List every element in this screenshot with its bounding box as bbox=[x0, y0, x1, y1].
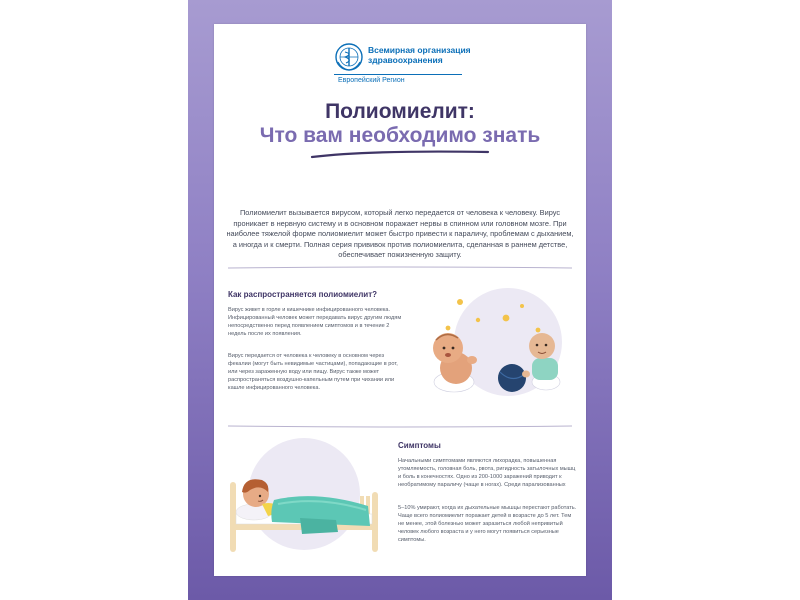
sick-child-in-bed-illustration bbox=[220, 434, 400, 564]
babies-playing-illustration bbox=[418, 286, 568, 398]
who-logo bbox=[334, 42, 474, 90]
symptoms-paragraph-1: Начальными симптомами являются лихорадка, повышенная утомляемость, головная боль, рвота, ригидность затылочных мышц и боль в конечностях. Одно из 200-1000 заражений приводит к необратимому параличу (чаще в ногах). Среди парализованных bbox=[398, 458, 576, 489]
region-label: Европейский Регион bbox=[338, 77, 405, 84]
intro-paragraph: Полиомиелит вызывается вирусом, который легко передается от человека к человеку. Вирус проникает в нервную систему и в основном поражает нервы в спинном или головном мозге. При наиболее тяжелой форме полиомиелит может быстро привести к параличу, проблемам с дыханием, а иногда и к смерти. Полная серия прививок против полиомиелита, сделанная в раннем детстве, обеспечивает пожизненную защиту. bbox=[226, 208, 574, 260]
page-title: Полиомиелит: bbox=[325, 100, 475, 123]
who-emblem-icon bbox=[334, 42, 364, 72]
spread-paragraph-2: Вирус передается от человека к человеку в основном через фекалии (могут быть невидимые частицами), попадающие в рот, или через зараженную воду или пищу. Вирус также может распространяться воздушно-капельным путем при чихании или кашле инфицированного человека. bbox=[228, 353, 398, 392]
symptoms-heading: Симптомы bbox=[398, 441, 441, 450]
logo-divider bbox=[334, 74, 462, 75]
section-divider bbox=[228, 264, 572, 272]
page-subtitle: Что вам необходимо знать bbox=[259, 124, 541, 147]
symptoms-paragraph-2: 5–10% умирают, когда их дыхательные мышцы перестают работать. Чаще всего полиомиелит поражает детей в возрасте до 5 лет. Тем не менее, этой болезнью может заразиться любой непривитый человек любого возраста и у него могут появиться серьезные симптомы. bbox=[398, 505, 577, 544]
title-underline bbox=[310, 148, 490, 160]
spread-heading: Как распространяется полиомиелит? bbox=[228, 290, 378, 299]
section-divider bbox=[228, 422, 572, 430]
spread-paragraph-1: Вирус живет в горле и кишечнике инфицированного человека. Инфицированный человек может передавать вирус другим людям непосредственно перед появлением симптомов и в течение 2 недель после их появления. bbox=[228, 307, 402, 338]
leaflet-page bbox=[214, 24, 586, 576]
org-name: Всемирная организация здравоохранения bbox=[368, 45, 471, 65]
